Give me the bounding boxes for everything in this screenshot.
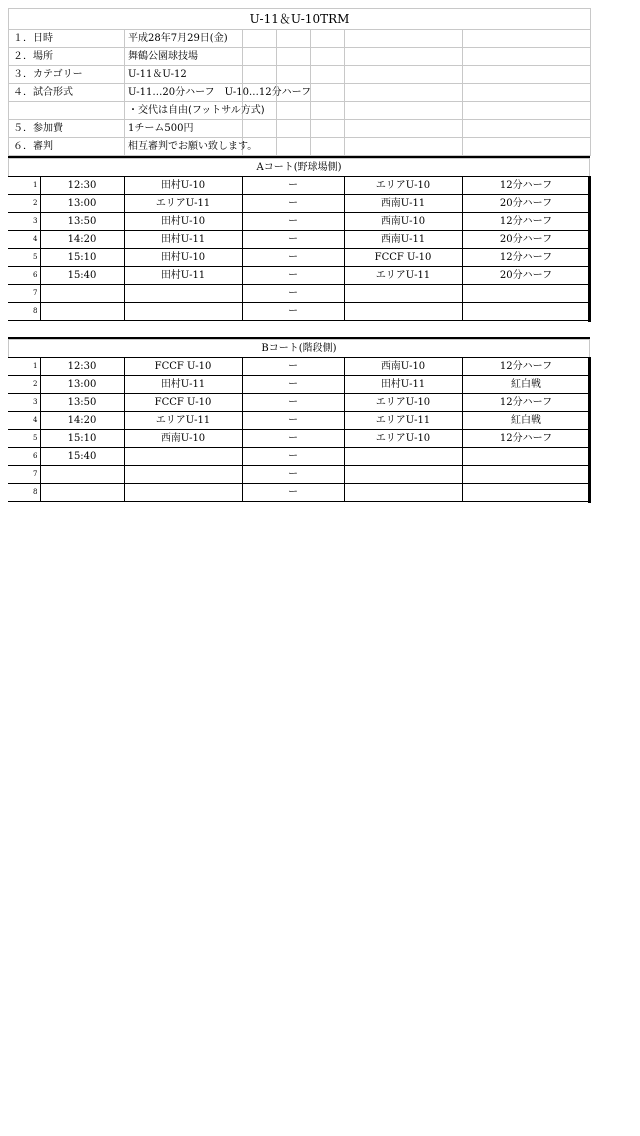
match-number: 7 xyxy=(8,466,40,484)
match-time: 13:00 xyxy=(40,376,124,394)
away-team: FCCF U-10 xyxy=(344,249,462,267)
match-row xyxy=(8,466,590,484)
home-team xyxy=(124,466,242,484)
info-row xyxy=(9,138,591,156)
info-label: ３．カテゴリー xyxy=(9,66,125,84)
match-number: 3 xyxy=(8,394,40,412)
away-team: 西南U-11 xyxy=(344,195,462,213)
match-time: 14:20 xyxy=(40,412,124,430)
match-row xyxy=(8,249,590,267)
court-a-title: Aコート(野球場側) xyxy=(9,159,590,177)
versus-dash: ー xyxy=(242,177,344,195)
info-row xyxy=(9,66,591,84)
empty-cell xyxy=(345,138,463,156)
match-format: 20分ハーフ xyxy=(462,231,590,249)
match-number: 1 xyxy=(8,358,40,376)
match-row xyxy=(8,195,590,213)
versus-dash: ー xyxy=(242,285,344,303)
info-label: １．日時 xyxy=(9,30,125,48)
empty-cell xyxy=(243,66,277,84)
home-team: エリアU-11 xyxy=(124,412,242,430)
versus-dash: ー xyxy=(242,412,344,430)
empty-cell xyxy=(463,138,591,156)
away-team: エリアU-10 xyxy=(344,430,462,448)
match-time: 13:00 xyxy=(40,195,124,213)
empty-cell xyxy=(277,48,311,66)
away-team xyxy=(344,285,462,303)
home-team: FCCF U-10 xyxy=(124,394,242,412)
info-label: ２．場所 xyxy=(9,48,125,66)
info-value: U-11…20分ハーフ U-10…12分ハーフ xyxy=(125,84,243,102)
match-row xyxy=(8,376,590,394)
court-a-header xyxy=(8,158,590,177)
match-format xyxy=(462,448,590,466)
versus-dash: ー xyxy=(242,358,344,376)
match-format: 20分ハーフ xyxy=(462,267,590,285)
versus-dash: ー xyxy=(242,303,344,321)
empty-cell xyxy=(345,48,463,66)
empty-cell xyxy=(311,138,345,156)
home-team: 田村U-11 xyxy=(124,231,242,249)
match-time: 15:40 xyxy=(40,267,124,285)
empty-cell xyxy=(243,120,277,138)
info-label xyxy=(9,102,125,120)
match-time: 13:50 xyxy=(40,394,124,412)
empty-cell xyxy=(311,30,345,48)
match-number: 5 xyxy=(8,430,40,448)
away-team: エリアU-11 xyxy=(344,267,462,285)
match-format: 12分ハーフ xyxy=(462,394,590,412)
match-time: 12:30 xyxy=(40,358,124,376)
info-row xyxy=(9,102,591,120)
match-format: 20分ハーフ xyxy=(462,195,590,213)
empty-cell xyxy=(277,120,311,138)
match-row xyxy=(8,267,590,285)
away-team xyxy=(344,466,462,484)
info-label: ５．参加費 xyxy=(9,120,125,138)
match-row xyxy=(8,448,590,466)
match-number: 6 xyxy=(8,267,40,285)
versus-dash: ー xyxy=(242,466,344,484)
empty-cell xyxy=(463,48,591,66)
home-team xyxy=(124,484,242,502)
info-row xyxy=(9,48,591,66)
match-format xyxy=(462,466,590,484)
empty-cell xyxy=(345,120,463,138)
match-row xyxy=(8,430,590,448)
empty-cell xyxy=(463,120,591,138)
court-a-schedule xyxy=(8,176,591,321)
home-team: エリアU-11 xyxy=(124,195,242,213)
match-format xyxy=(462,484,590,502)
match-time: 13:50 xyxy=(40,213,124,231)
empty-cell xyxy=(277,138,311,156)
match-row xyxy=(8,285,590,303)
info-row xyxy=(9,84,591,102)
empty-cell xyxy=(277,102,311,120)
match-format: 紅白戦 xyxy=(462,376,590,394)
sheet-title: U-11＆U-10TRM xyxy=(9,9,591,30)
match-row xyxy=(8,231,590,249)
info-value: ・交代は自由(フットサル方式) xyxy=(125,102,243,120)
info-row xyxy=(9,120,591,138)
match-format: 紅白戦 xyxy=(462,412,590,430)
away-team: 西南U-10 xyxy=(344,358,462,376)
match-time: 14:20 xyxy=(40,231,124,249)
away-team: 田村U-11 xyxy=(344,376,462,394)
match-row xyxy=(8,484,590,502)
versus-dash: ー xyxy=(242,484,344,502)
court-b-schedule xyxy=(8,357,591,502)
match-number: 8 xyxy=(8,303,40,321)
info-value: U-11＆U-12 xyxy=(125,66,243,84)
versus-dash: ー xyxy=(242,448,344,466)
versus-dash: ー xyxy=(242,376,344,394)
empty-cell xyxy=(311,120,345,138)
info-table xyxy=(8,8,591,156)
info-label: ４．試合形式 xyxy=(9,84,125,102)
match-row xyxy=(8,213,590,231)
info-value: 相互審判でお願い致します。 xyxy=(125,138,243,156)
match-format: 12分ハーフ xyxy=(462,430,590,448)
empty-cell xyxy=(463,102,591,120)
match-time xyxy=(40,303,124,321)
match-format: 12分ハーフ xyxy=(462,213,590,231)
court-a-edge xyxy=(588,176,591,322)
versus-dash: ー xyxy=(242,394,344,412)
match-number: 4 xyxy=(8,412,40,430)
away-team xyxy=(344,303,462,321)
empty-cell xyxy=(311,48,345,66)
away-team xyxy=(344,448,462,466)
away-team: エリアU-10 xyxy=(344,177,462,195)
empty-cell xyxy=(345,66,463,84)
info-label: ６．審判 xyxy=(9,138,125,156)
away-team: エリアU-10 xyxy=(344,394,462,412)
court-b-title: Bコート(階段側) xyxy=(9,340,590,358)
home-team: 西南U-10 xyxy=(124,430,242,448)
match-time xyxy=(40,466,124,484)
match-format xyxy=(462,285,590,303)
empty-cell xyxy=(243,48,277,66)
match-format: 12分ハーフ xyxy=(462,249,590,267)
versus-dash: ー xyxy=(242,430,344,448)
match-row xyxy=(8,394,590,412)
versus-dash: ー xyxy=(242,213,344,231)
home-team xyxy=(124,448,242,466)
empty-cell xyxy=(345,102,463,120)
versus-dash: ー xyxy=(242,231,344,249)
away-team: 西南U-10 xyxy=(344,213,462,231)
match-time xyxy=(40,285,124,303)
match-format: 12分ハーフ xyxy=(462,177,590,195)
home-team xyxy=(124,303,242,321)
versus-dash: ー xyxy=(242,267,344,285)
info-value: 1チーム500円 xyxy=(125,120,243,138)
info-row xyxy=(9,30,591,48)
home-team: 田村U-10 xyxy=(124,177,242,195)
match-format: 12分ハーフ xyxy=(462,358,590,376)
match-row xyxy=(8,412,590,430)
match-number: 8 xyxy=(8,484,40,502)
empty-cell xyxy=(311,66,345,84)
away-team: 西南U-11 xyxy=(344,231,462,249)
versus-dash: ー xyxy=(242,249,344,267)
match-number: 1 xyxy=(8,177,40,195)
match-number: 4 xyxy=(8,231,40,249)
court-b-edge xyxy=(588,357,591,503)
home-team xyxy=(124,285,242,303)
match-number: 5 xyxy=(8,249,40,267)
empty-cell xyxy=(463,84,591,102)
match-time: 15:40 xyxy=(40,448,124,466)
match-format xyxy=(462,303,590,321)
empty-cell xyxy=(463,30,591,48)
home-team: 田村U-11 xyxy=(124,267,242,285)
versus-dash: ー xyxy=(242,195,344,213)
empty-cell xyxy=(243,30,277,48)
match-row xyxy=(8,303,590,321)
home-team: FCCF U-10 xyxy=(124,358,242,376)
home-team: 田村U-11 xyxy=(124,376,242,394)
empty-cell xyxy=(311,102,345,120)
home-team: 田村U-10 xyxy=(124,249,242,267)
away-team: エリアU-11 xyxy=(344,412,462,430)
match-number: 6 xyxy=(8,448,40,466)
info-value: 平成28年7月29日(金) xyxy=(125,30,243,48)
court-b-header xyxy=(8,339,590,358)
match-time: 15:10 xyxy=(40,249,124,267)
info-value: 舞鶴公園球技場 xyxy=(125,48,243,66)
away-team xyxy=(344,484,462,502)
match-number: 3 xyxy=(8,213,40,231)
match-row xyxy=(8,358,590,376)
match-number: 2 xyxy=(8,376,40,394)
match-number: 2 xyxy=(8,195,40,213)
empty-cell xyxy=(345,30,463,48)
match-time xyxy=(40,484,124,502)
empty-cell xyxy=(277,66,311,84)
empty-cell xyxy=(277,30,311,48)
empty-cell xyxy=(345,84,463,102)
empty-cell xyxy=(463,66,591,84)
empty-cell xyxy=(311,84,345,102)
home-team: 田村U-10 xyxy=(124,213,242,231)
match-time: 15:10 xyxy=(40,430,124,448)
match-row xyxy=(8,177,590,195)
match-time: 12:30 xyxy=(40,177,124,195)
match-number: 7 xyxy=(8,285,40,303)
